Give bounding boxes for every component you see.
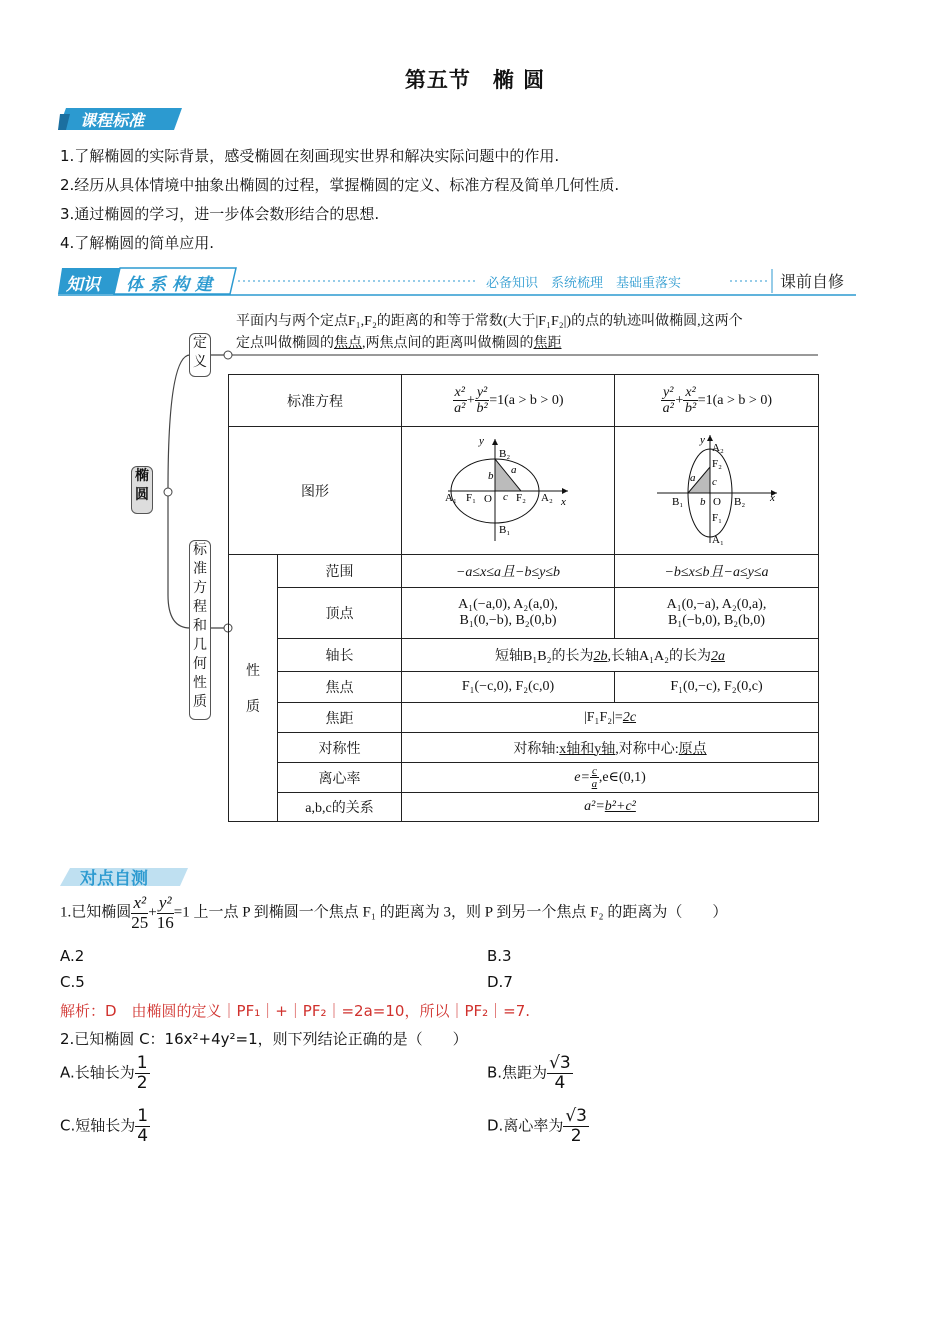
ecc-num: c: [591, 764, 597, 777]
q2-a-num: 1: [136, 1053, 148, 1073]
fig-label: O: [484, 493, 492, 505]
badge-label-b: 体系构建: [126, 275, 218, 295]
q2-b-label: B.焦距为: [487, 1063, 548, 1082]
row-label: 标准方程: [229, 375, 402, 427]
q1-option-d[interactable]: D.7: [487, 973, 513, 991]
fraction: $\frac{\text{x²}}{\text{a²}}$: [454, 384, 466, 416]
definition-part: 定点叫做椭圆的: [236, 336, 334, 351]
table-row: [229, 588, 819, 639]
q2-b-den: 4: [554, 1072, 566, 1093]
row-label: 范围: [278, 555, 402, 588]
q2-option-b[interactable]: [487, 1054, 573, 1092]
fig-label: O: [712, 496, 721, 508]
q2-option-c[interactable]: [60, 1107, 150, 1145]
table-row: [229, 703, 819, 733]
q2-d-num: √3: [565, 1106, 587, 1126]
symmetry-axes: x轴和y轴: [559, 741, 616, 757]
standard-item-2: 2.经历从具体情境中抽象出椭圆的过程，掌握椭圆的定义、标准方程及简单几何性质.: [60, 176, 620, 194]
ecc-fraction: [590, 765, 599, 790]
q2-c-fraction: [135, 1107, 150, 1145]
q2-c-label: C.短轴长为: [60, 1116, 136, 1135]
question-2-stem: 2.已知椭圆 C：16x²+4y²=1，则下列结论正确的是（ ）: [60, 1030, 468, 1048]
relation-value: b²+c²: [604, 799, 636, 814]
section-header-knowledge: [58, 266, 858, 296]
axis-short-value: 2b: [593, 649, 608, 664]
props-label: 质: [246, 700, 260, 715]
standard-item-4: 4.了解椭圆的简单应用.: [60, 234, 215, 252]
vertex-line: B₁(−b,0), B₂(b,0): [668, 613, 765, 628]
q1-fraction-1: [131, 894, 148, 932]
q1-option-b[interactable]: B.3: [487, 947, 512, 965]
definition-text-1: 平面内与两个定点F₁,F₂的距离的和等于常数(大于|F₁F₂|)的点的轨迹叫做椭圆,这两个: [236, 314, 743, 329]
symmetry-cell: [402, 733, 819, 763]
vertex-cell-1: [402, 588, 615, 639]
fig-label: a: [511, 464, 517, 476]
q2-d-den: 2: [570, 1125, 582, 1146]
section-badge-self-test: [60, 864, 190, 888]
figure-vertical-ellipse: [615, 427, 819, 555]
table-row: [229, 793, 819, 822]
q1-fraction-2: [157, 894, 174, 932]
ecc-den: a: [591, 778, 598, 790]
row-label: a,b,c的关系: [278, 793, 402, 822]
fig-label: b: [699, 496, 705, 508]
page-title: 第五节 椭 圆: [404, 68, 546, 92]
axis-cell: [402, 639, 819, 672]
fraction: $\frac{\text{x²}}{\text{b²}}$: [684, 384, 697, 416]
q2-a-den: 2: [136, 1072, 148, 1093]
table-row: [229, 733, 819, 763]
focal-cell: [402, 703, 819, 733]
fig-label: F₂: [516, 492, 526, 504]
fig-label: B₂: [499, 448, 511, 460]
mindmap-branch-standard: 标准方程和几何性质: [189, 540, 211, 720]
fig-label: A₁: [711, 534, 724, 546]
q1-f1-num: x²: [131, 894, 148, 914]
row-label: 图形: [229, 427, 402, 555]
q1-option-a[interactable]: A.2: [60, 947, 85, 965]
fig-label: F₁: [711, 512, 722, 524]
fig-label: F₁: [466, 492, 476, 504]
fig-label: c: [711, 476, 717, 488]
section-badge-course-standard: [58, 106, 183, 132]
definition-text-2: [236, 332, 562, 352]
fig-label: b: [488, 470, 494, 482]
fig-label: c: [503, 491, 508, 503]
vertex-line: A₁(0,−a), A₂(0,a),: [666, 597, 767, 612]
fig-label: y: [479, 435, 484, 447]
table-row: [229, 763, 819, 793]
props-label: 性: [246, 664, 260, 679]
equation-cell-1: $\frac{\text{x²}}{\text{a²}}$ + $\frac{\text{y²}}{\text{b²}}$ =1(a > b > 0): [402, 375, 615, 427]
row-label: 顶点: [278, 588, 402, 639]
q1-plus: +: [148, 904, 157, 921]
fig-label: F₂: [711, 458, 722, 470]
q1-post: =1 上一点 P 到椭圆一个焦点 F₁ 的距离为 3，则 P 到另一个焦点 F₂ 的距离为（ ）: [173, 904, 728, 921]
props-label-cell: [229, 555, 278, 822]
badge-label-a: 知识: [66, 275, 100, 295]
definition-underline: [232, 354, 820, 358]
table-row: [229, 672, 819, 703]
fig-label: A₂: [711, 442, 724, 454]
symmetry-text: ,对称中心:: [615, 741, 679, 757]
standard-item-3: 3.通过椭圆的学习，进一步体会数形结合的思想.: [60, 205, 380, 223]
fig-label: x: [769, 492, 775, 504]
fig-label: A₂: [541, 492, 553, 504]
fig-label: a: [689, 472, 695, 484]
vertex-cell-2: [615, 588, 819, 639]
q1-option-c[interactable]: C.5: [60, 973, 85, 991]
fig-label: A₁: [445, 492, 457, 504]
row-label: 离心率: [278, 763, 402, 793]
focus-cell-2: F₁(0,−c), F₂(0,c): [615, 672, 819, 703]
row-label: 焦点: [278, 672, 402, 703]
mindmap-connectors: [130, 330, 240, 730]
q2-d-fraction: [563, 1107, 589, 1145]
header-right-label: 课前自修: [780, 272, 845, 291]
q2-d-label: D.离心率为: [487, 1116, 564, 1135]
relation-cell: [402, 793, 819, 822]
properties-table: [228, 374, 819, 822]
q2-b-fraction: [547, 1054, 573, 1092]
fig-label: x: [561, 496, 566, 508]
range-cell-1: −a≤x≤a且−b≤y≤b: [402, 555, 615, 588]
definition-focus: 焦点: [334, 336, 362, 351]
row-label: 焦距: [278, 703, 402, 733]
table-row: [229, 375, 819, 427]
badge-label: 对点自测: [80, 869, 148, 889]
q1-f2-num: y²: [157, 894, 174, 914]
vertex-line: B₁(0,−b), B₂(0,b): [459, 613, 557, 628]
symmetry-text: 对称轴:: [513, 741, 560, 757]
q1-f2-den: 16: [156, 912, 174, 932]
axis-text: 短轴B₁B₂的长为: [495, 649, 594, 664]
equation-cell-2: $\frac{\text{y²}}{\text{a²}}$ + $\frac{\text{x²}}{\text{b²}}$ =1(a > b > 0): [615, 375, 819, 427]
equation-tail: =1(a > b > 0): [697, 392, 772, 408]
ecc-text: e=: [574, 769, 590, 785]
row-label: 轴长: [278, 639, 402, 672]
header-tags: 必备知识 系统梳理 基础重落实: [486, 276, 682, 291]
row-label: 对称性: [278, 733, 402, 763]
table-row: [229, 639, 819, 672]
axis-long-value: 2a: [710, 649, 725, 664]
q2-b-num: √3: [549, 1053, 571, 1073]
equation-tail: =1(a > b > 0): [489, 392, 564, 408]
figure-horizontal-ellipse: [402, 427, 615, 555]
question-1-stem: [60, 894, 727, 932]
standard-item-1: 1.了解椭圆的实际背景，感受椭圆在刻画现实世界和解决实际问题中的作用.: [60, 147, 560, 165]
fig-label: y: [699, 434, 705, 446]
ecc-text: ,e∈(0,1): [598, 769, 646, 785]
focal-text: |F₁F₂|=: [583, 709, 623, 725]
q2-a-fraction: [135, 1054, 150, 1092]
q2-option-d[interactable]: [487, 1107, 589, 1145]
badge-label: 课程标准: [80, 111, 145, 130]
q2-a-label: A.长轴长为: [60, 1063, 135, 1082]
axis-text: ,长轴A₁A₂的长为: [607, 649, 711, 664]
symmetry-center: 原点: [678, 741, 707, 757]
ecc-cell: [402, 763, 819, 793]
fig-label: B₁: [499, 524, 511, 536]
q1-pre: 1.已知椭圆: [60, 904, 132, 921]
q1-analysis: 解析：D 由椭圆的定义｜PF₁｜+｜PF₂｜=2a=10，所以｜PF₂｜=7.: [60, 1002, 531, 1020]
focal-value: 2c: [622, 709, 637, 725]
q2-c-num: 1: [137, 1106, 149, 1126]
fig-label: B₂: [733, 496, 745, 508]
table-row: [229, 555, 819, 588]
range-cell-2: −b≤x≤b且−a≤y≤a: [615, 555, 819, 588]
mindmap-root: 椭圆: [131, 466, 153, 514]
mindmap-branch-definition: 定义: [189, 333, 211, 377]
ellipse-figure-1: [443, 429, 573, 547]
q2-c-den: 4: [137, 1125, 149, 1146]
ellipse-figure-2: [652, 429, 782, 547]
focus-cell-1: F₁(−c,0), F₂(c,0): [402, 672, 615, 703]
q2-option-a[interactable]: [60, 1054, 150, 1092]
definition-focal: 焦距: [533, 336, 562, 351]
table-row: [229, 427, 819, 555]
definition-part: ,两焦点间的距离叫做椭圆的: [362, 336, 534, 351]
q1-f1-den: 25: [131, 912, 149, 932]
fig-label: B₁: [671, 496, 683, 508]
relation-text: a²=: [584, 799, 605, 814]
fraction: $\frac{\text{y²}}{\text{a²}}$: [662, 384, 674, 416]
vertex-line: A₁(−a,0), A₂(a,0),: [458, 597, 558, 612]
fraction: $\frac{\text{y²}}{\text{b²}}$: [476, 384, 488, 416]
